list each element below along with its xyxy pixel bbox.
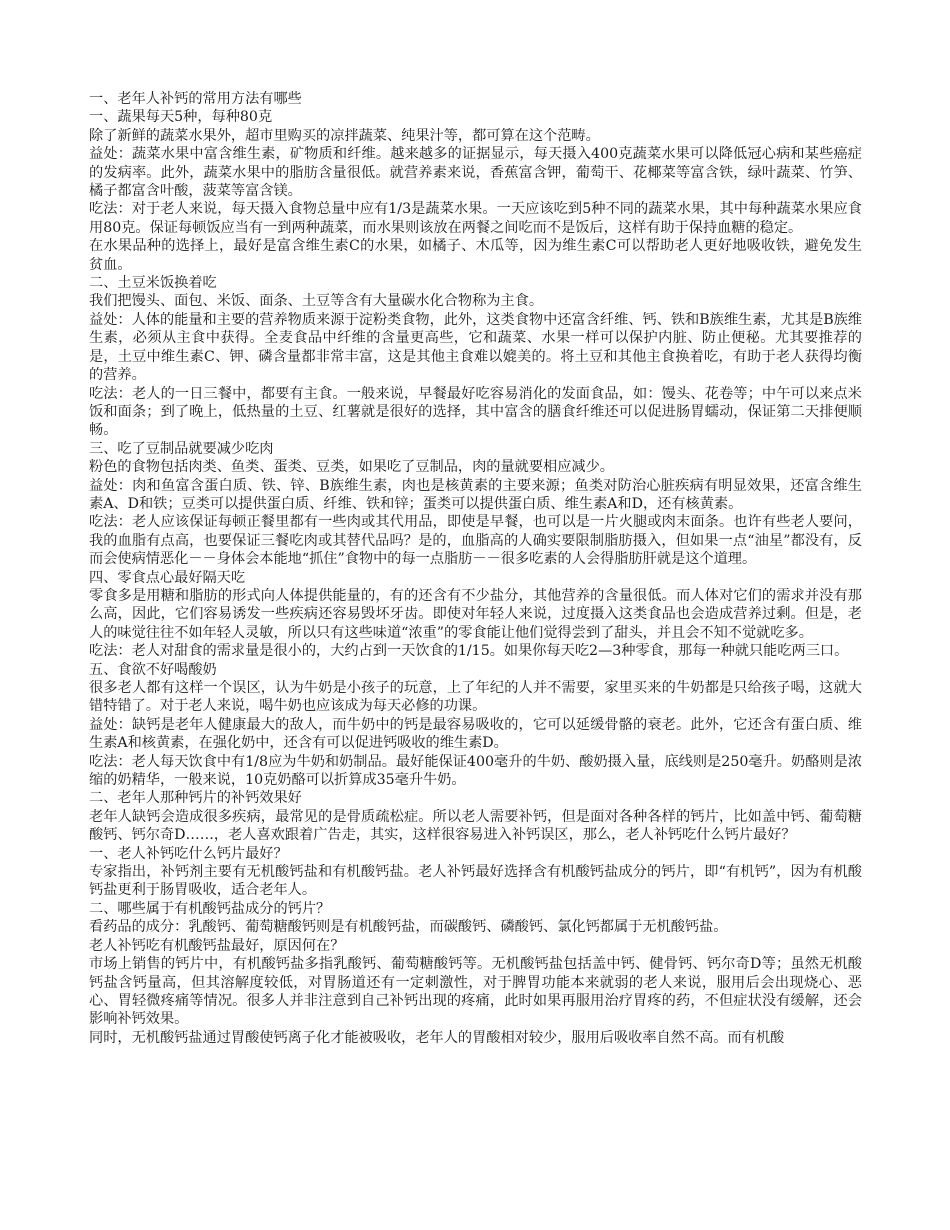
paragraph: 市场上销售的钙片中，有机酸钙盐多指乳酸钙、葡萄糖酸钙等。无机酸钙盐包括盖中钙、健骨钙、钙尔奇D等；虽然无机酸钙盐含钙量高，但其溶解度较低，对胃肠道还有一定刺激性，对于脾胃功能本来就弱的老人来说，服用后会出现烧心、恶心、胃轻微疼痛等情况。很多人并非注意到自己补钙出现的疼痛，此时如果再服用治疗胃疼的药，不但症状没有缓解，还会影响补钙效果。: [89, 956, 862, 1028]
paragraph: 老年人缺钙会造成很多疾病，最常见的是骨质疏松症。所以老人需要补钙，但是面对各种各样的钙片，比如盖中钙、葡萄糖酸钙、钙尔奇D……，老人喜欢跟着广告走，其实，这样很容易进入补钙误区，那么，老人补钙吃什么钙片最好？: [89, 808, 862, 844]
paragraph: 除了新鲜的蔬菜水果外，超市里购买的凉拌蔬菜、纯果汁等，都可算在这个范畴。: [89, 127, 600, 144]
paragraph: 益处：缺钙是老年人健康最大的敌人，而牛奶中的钙是最容易吸收的，它可以延缓骨骼的衰老。此外，它还含有蛋白质、维生素A和核黄素，在强化奶中，还含有可以促进钙吸收的维生素D。: [89, 716, 862, 752]
paragraph: 专家指出，补钙剂主要有无机酸钙盐和有机酸钙盐。老人补钙最好选择含有机酸钙盐成分的钙片，即“有机钙”，因为有机酸钙盐更利于肠胃吸收，适合老年人。: [89, 864, 862, 899]
paragraph: 我们把馒头、面包、米饭、面条、土豆等含有大量碳水化合物称为主食。: [89, 293, 544, 310]
paragraph: 在水果品种的选择上，最好是富含维生素C的水果，如橘子、木瓜等，因为维生素C可以帮助老人更好地吸收铁，避免发生贫血。: [89, 238, 862, 273]
section-heading: 三、吃了豆制品就要减少吃肉: [89, 440, 274, 457]
section-heading: 二、土豆米饭换着吃: [89, 275, 217, 292]
section-heading: 五、食欲不好喝酸奶: [89, 661, 217, 678]
section-heading: 一、老人补钙吃什么钙片最好？: [89, 845, 288, 862]
paragraph: 吃法：对于老人来说，每天摄入食物总量中应有1/3是蔬菜水果。一天应该吃到5种不同的蔬菜水果，其中每种蔬菜水果应食用80克。保证每顿饭应当有一到两种蔬菜，而水果则该放在两餐之间吃而不是饭后，这样有助于保持血糖的稳定。: [89, 201, 862, 236]
section-heading: 一、蔬果每天5种，每种80克: [89, 109, 273, 126]
paragraph: 粉色的食物包括肉类、鱼类、蛋类、豆类，如果吃了豆制品，肉的量就要相应减少。: [89, 459, 614, 476]
paragraph: 同时，无机酸钙盐通过胃酸使钙离子化才能被吸收，老年人的胃酸相对较少，服用后吸收率自然不高。而有机酸: [89, 1029, 785, 1046]
paragraph: 吃法：老人的一日三餐中，都要有主食。一般来说，早餐最好吃容易消化的发面食品，如：馒头、花卷等；中午可以来点米饭和面条；到了晚上，低热量的土豆、红薯就是很好的选择，其中富含的膳食纤维还可以促进肠胃蠕动，保证第二天排便顺畅。: [89, 385, 862, 439]
paragraph: 吃法：老人每天饮食中有1/8应为牛奶和奶制品。最好能保证400毫升的牛奶、酸奶摄入量，底线则是250毫升。奶酪则是浓缩的奶精华，一般来说，10克奶酪可以折算成35毫升牛奶。: [89, 753, 862, 789]
section-heading: 老人补钙吃有机酸钙盐最好，原因何在？: [89, 937, 345, 954]
paragraph: 益处：肉和鱼富含蛋白质、铁、锌、B族维生素，肉也是核黄素的主要来源；鱼类对防治心脏疾病有明显效果，还富含维生素A、D和铁；豆类可以提供蛋白质、纤维、铁和锌；蛋类可以提供蛋白质、维生素A和D，还有核黄素。: [89, 477, 862, 512]
heading-title: 一、老年人补钙的常用方法有哪些: [89, 91, 302, 107]
paragraph: 零食多是用糖和脂肪的形式向人体提供能量的，有的还含有不少盐分，其他营养的含量很低。而人体对它们的需求并没有那么高，因此，它们容易诱发一些疾病还容易毁坏牙齿。即使对年轻人来说，过度摄入这类食品也会造成营养过剩。但是，老人的味觉往往不如年轻人灵敏，所以只有这些味道“浓重”的零食能让他们觉得尝到了甜头，并且会不知不觉就吃多。: [89, 587, 862, 641]
paragraph: 吃法：老人对甜食的需求量是很小的，大约占到一天饮食的1/15。如果你每天吃2—3种零食，那每一种就只能吃两三口。: [89, 643, 849, 660]
paragraph: 很多老人都有这样一个误区，认为牛奶是小孩子的玩意，上了年纪的人并不需要，家里买来的牛奶都是只给孩子喝，这就大错特错了。对于老人来说，喝牛奶也应该成为每天必修的功课。: [89, 680, 862, 715]
section-heading: 二、哪些属于有机酸钙盐成分的钙片？: [89, 900, 331, 917]
paragraph: 吃法：老人应该保证每顿正餐里都有一些肉或其代用品，即使是早餐，也可以是一片火腿或肉末面条。也许有些老人要问，我的血脂有点高，也要保证三餐吃肉或其替代品吗？是的，血脂高的人确实要限制脂肪摄入，但如果一点“油星”都没有，反而会使病情恶化－－身体会本能地“抓住”食物中的每一点脂肪－－很多吃素的人会得脂肪肝就是这个道理。: [89, 514, 862, 568]
paragraph: 益处：蔬菜水果中富含维生素，矿物质和纤维。越来越多的证据显示，每天摄入400克蔬菜水果可以降低冠心病和某些癌症的发病率。此外，蔬菜水果中的脂肪含量很低。就营养素来说，香蕉富含钾，葡萄干、花椰菜等富含铁，绿叶蔬菜、竹笋、橘子都富含叶酸，菠菜等富含镁。: [89, 146, 862, 200]
paragraph: 益处：人体的能量和主要的营养物质来源于淀粉类食物，此外，这类食物中还富含纤维、钙、铁和B族维生素，尤其是B族维生素，必须从主食中获得。全麦食品中纤维的含量更高些，它和蔬菜、水果一样可以保护内脏、防止便秘。尤其要推荐的是，土豆中维生素C、钾、磷含量都非常丰富，这是其他主食难以媲美的。将土豆和其他主食换着吃，有助于老人获得均衡的营养。: [89, 311, 862, 384]
heading-title: 二、老年人那种钙片的补钙效果好: [89, 790, 302, 807]
section-heading: 四、零食点心最好隔天吃: [89, 569, 246, 586]
paragraph: 看药品的成分：乳酸钙、葡萄糖酸钙则是有机酸钙盐，而碳酸钙、磷酸钙、氯化钙都属于无机酸钙盐。: [89, 919, 728, 936]
